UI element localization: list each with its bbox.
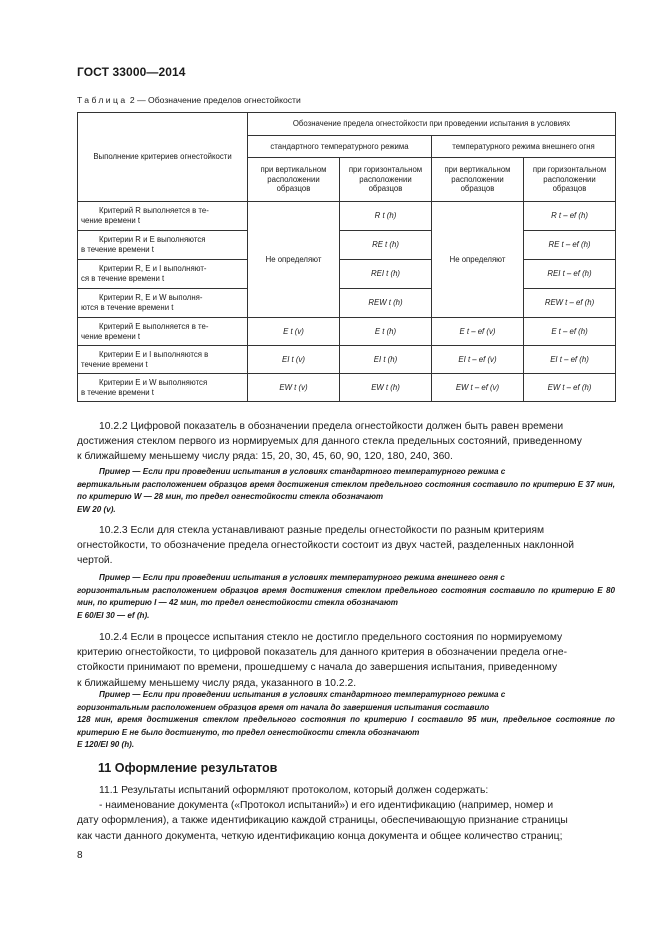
value-cell: EI t – ef (v) bbox=[432, 346, 524, 374]
example-2: Пример — Если при проведении испытания в условиях температурного режима внешнего огня с горизонтальным расположением образцов время достижения стеклом предельного состояния составило по критерию E 80 мин, по критерию I — 42 мин, то предел огнестойкости стекла обозначают E 60/EI 30 — ef (h). bbox=[77, 573, 615, 620]
criteria-cell: Критерии R, E и W выполня- ются в течение времени t bbox=[78, 289, 248, 318]
table-row bbox=[78, 318, 616, 346]
paragraph-10-2-3: 10.2.3 Если для стекла устанавливают разные пределы огнестойкости по разным критериям огнестойкости, то обозначение предела огнестойкости состоит из двух частей, разделенных наклонной чертой. bbox=[77, 525, 575, 567]
head-external: температурного режима внешнего огня bbox=[432, 136, 616, 158]
head-external-horizontal: при горизонтальном расположении образцов bbox=[524, 158, 616, 202]
table-row bbox=[78, 231, 616, 260]
value-cell: R t – ef (h) bbox=[524, 202, 616, 231]
not-defined-external: Не определяют bbox=[432, 202, 524, 318]
value-cell: EW t – ef (h) bbox=[524, 374, 616, 402]
head-standard: стандартного температурного режима bbox=[248, 136, 432, 158]
table-row bbox=[78, 202, 616, 231]
value-cell: REI t – ef (h) bbox=[524, 260, 616, 289]
value-cell: REI t (h) bbox=[340, 260, 432, 289]
criteria-cell: Критерий R выполняется в те- чение времени t bbox=[78, 202, 248, 231]
head-standard-vertical: при вертикальном расположении образцов bbox=[248, 158, 340, 202]
table-caption bbox=[77, 95, 301, 105]
value-cell: E t – ef (v) bbox=[432, 318, 524, 346]
criteria-cell: Критерии E и W выполняются в течение времени t bbox=[78, 374, 248, 402]
value-cell: EI t (h) bbox=[340, 346, 432, 374]
example-3: Пример — Если при проведении испытания в условиях стандартного температурного режима с горизонтальным расположением образцов время от начала до завершения испытания составило 128 мин, время достижения стеклом предельного состояния по критерию I составило 95 мин, предельное состояние по критерию E не было достигнуто, то предел огнестойкости стекла обозначают E 120/EI 90 (h). bbox=[77, 690, 615, 750]
table-row bbox=[78, 346, 616, 374]
table-row bbox=[78, 260, 616, 289]
example-1: Пример — Если при проведении испытания в условиях стандартного температурного режима с вертикальным расположением образцов время достижения стеклом предельного состояния составило по критерию E 37 мин, по критерию W — 28 мин, то предел огнестойкости стекла обозначают EW 20 (v). bbox=[77, 467, 615, 514]
value-cell: E t (v) bbox=[248, 318, 340, 346]
table-caption-number: 2 bbox=[129, 95, 135, 105]
paragraph-11-1: 11.1 Результаты испытаний оформляют протоколом, который должен содержать: - наименование документа («Протокол испытаний») и его идентификацию (например, номер и дату оформления), а также идентификацию каждой страницы, обеспечивающую признание страницы как части данного документа, четкую идентификацию конца документа и общее количество страниц; bbox=[77, 785, 568, 842]
value-cell: RE t – ef (h) bbox=[524, 231, 616, 260]
value-cell: EW t (v) bbox=[248, 374, 340, 402]
fire-resistance-table bbox=[77, 112, 616, 402]
value-cell: EW t – ef (v) bbox=[432, 374, 524, 402]
not-defined-standard: Не определяют bbox=[248, 202, 340, 318]
criteria-cell: Критерий E выполняется в те- чение времени t bbox=[78, 318, 248, 346]
paragraph-10-2-2: 10.2.2 Цифровой показатель в обозначении предела огнестойкости должен быть равен времени достижения стеклом первого из нормируемых для данного стекла предельных состояний, приведенному к ближайшему меньшему числу ряда: 15, 20, 30, 45, 60, 90, 120, 180, 240, 360. bbox=[77, 421, 582, 463]
value-cell: EW t (h) bbox=[340, 374, 432, 402]
table-caption-title: — Обозначение пределов огнестойкости bbox=[137, 95, 301, 105]
criteria-cell: Критерии R и E выполняются в течение времени t bbox=[78, 231, 248, 260]
value-cell: EI t – ef (h) bbox=[524, 346, 616, 374]
section-title: 11 Оформление результатов bbox=[98, 761, 278, 775]
value-cell: E t – ef (h) bbox=[524, 318, 616, 346]
head-external-vertical: при вертикальном расположении образцов bbox=[432, 158, 524, 202]
value-cell: EI t (v) bbox=[248, 346, 340, 374]
criteria-cell: Критерии R, E и I выполняют- ся в течение времени t bbox=[78, 260, 248, 289]
document-header: ГОСТ 33000—2014 bbox=[77, 65, 186, 79]
page-number: 8 bbox=[77, 850, 83, 861]
table-row bbox=[78, 374, 616, 402]
table-caption-prefix: Таблица bbox=[77, 95, 128, 105]
value-cell: REW t – ef (h) bbox=[524, 289, 616, 318]
table-row bbox=[78, 289, 616, 318]
head-main: Обозначение предела огнестойкости при проведении испытания в условиях bbox=[248, 113, 616, 136]
value-cell: RE t (h) bbox=[340, 231, 432, 260]
value-cell: R t (h) bbox=[340, 202, 432, 231]
head-standard-horizontal: при горизонтальном расположении образцов bbox=[340, 158, 432, 202]
head-criteria: Выполнение критериев огнестойкости bbox=[78, 113, 248, 202]
value-cell: E t (h) bbox=[340, 318, 432, 346]
value-cell: REW t (h) bbox=[340, 289, 432, 318]
criteria-cell: Критерии E и I выполняются в течение времени t bbox=[78, 346, 248, 374]
paragraph-10-2-4: 10.2.4 Если в процессе испытания стекло не достигло предельного состояния по нормируемому критерию огнестойкости, то цифровой показатель для данного критерия в обозначении предела огне- стойкости принимают по времени, прошедшему с начала до завершения испытания, приведенному к ближайшему меньшему числу ряда, указанного в 10.2.2. bbox=[77, 632, 568, 689]
